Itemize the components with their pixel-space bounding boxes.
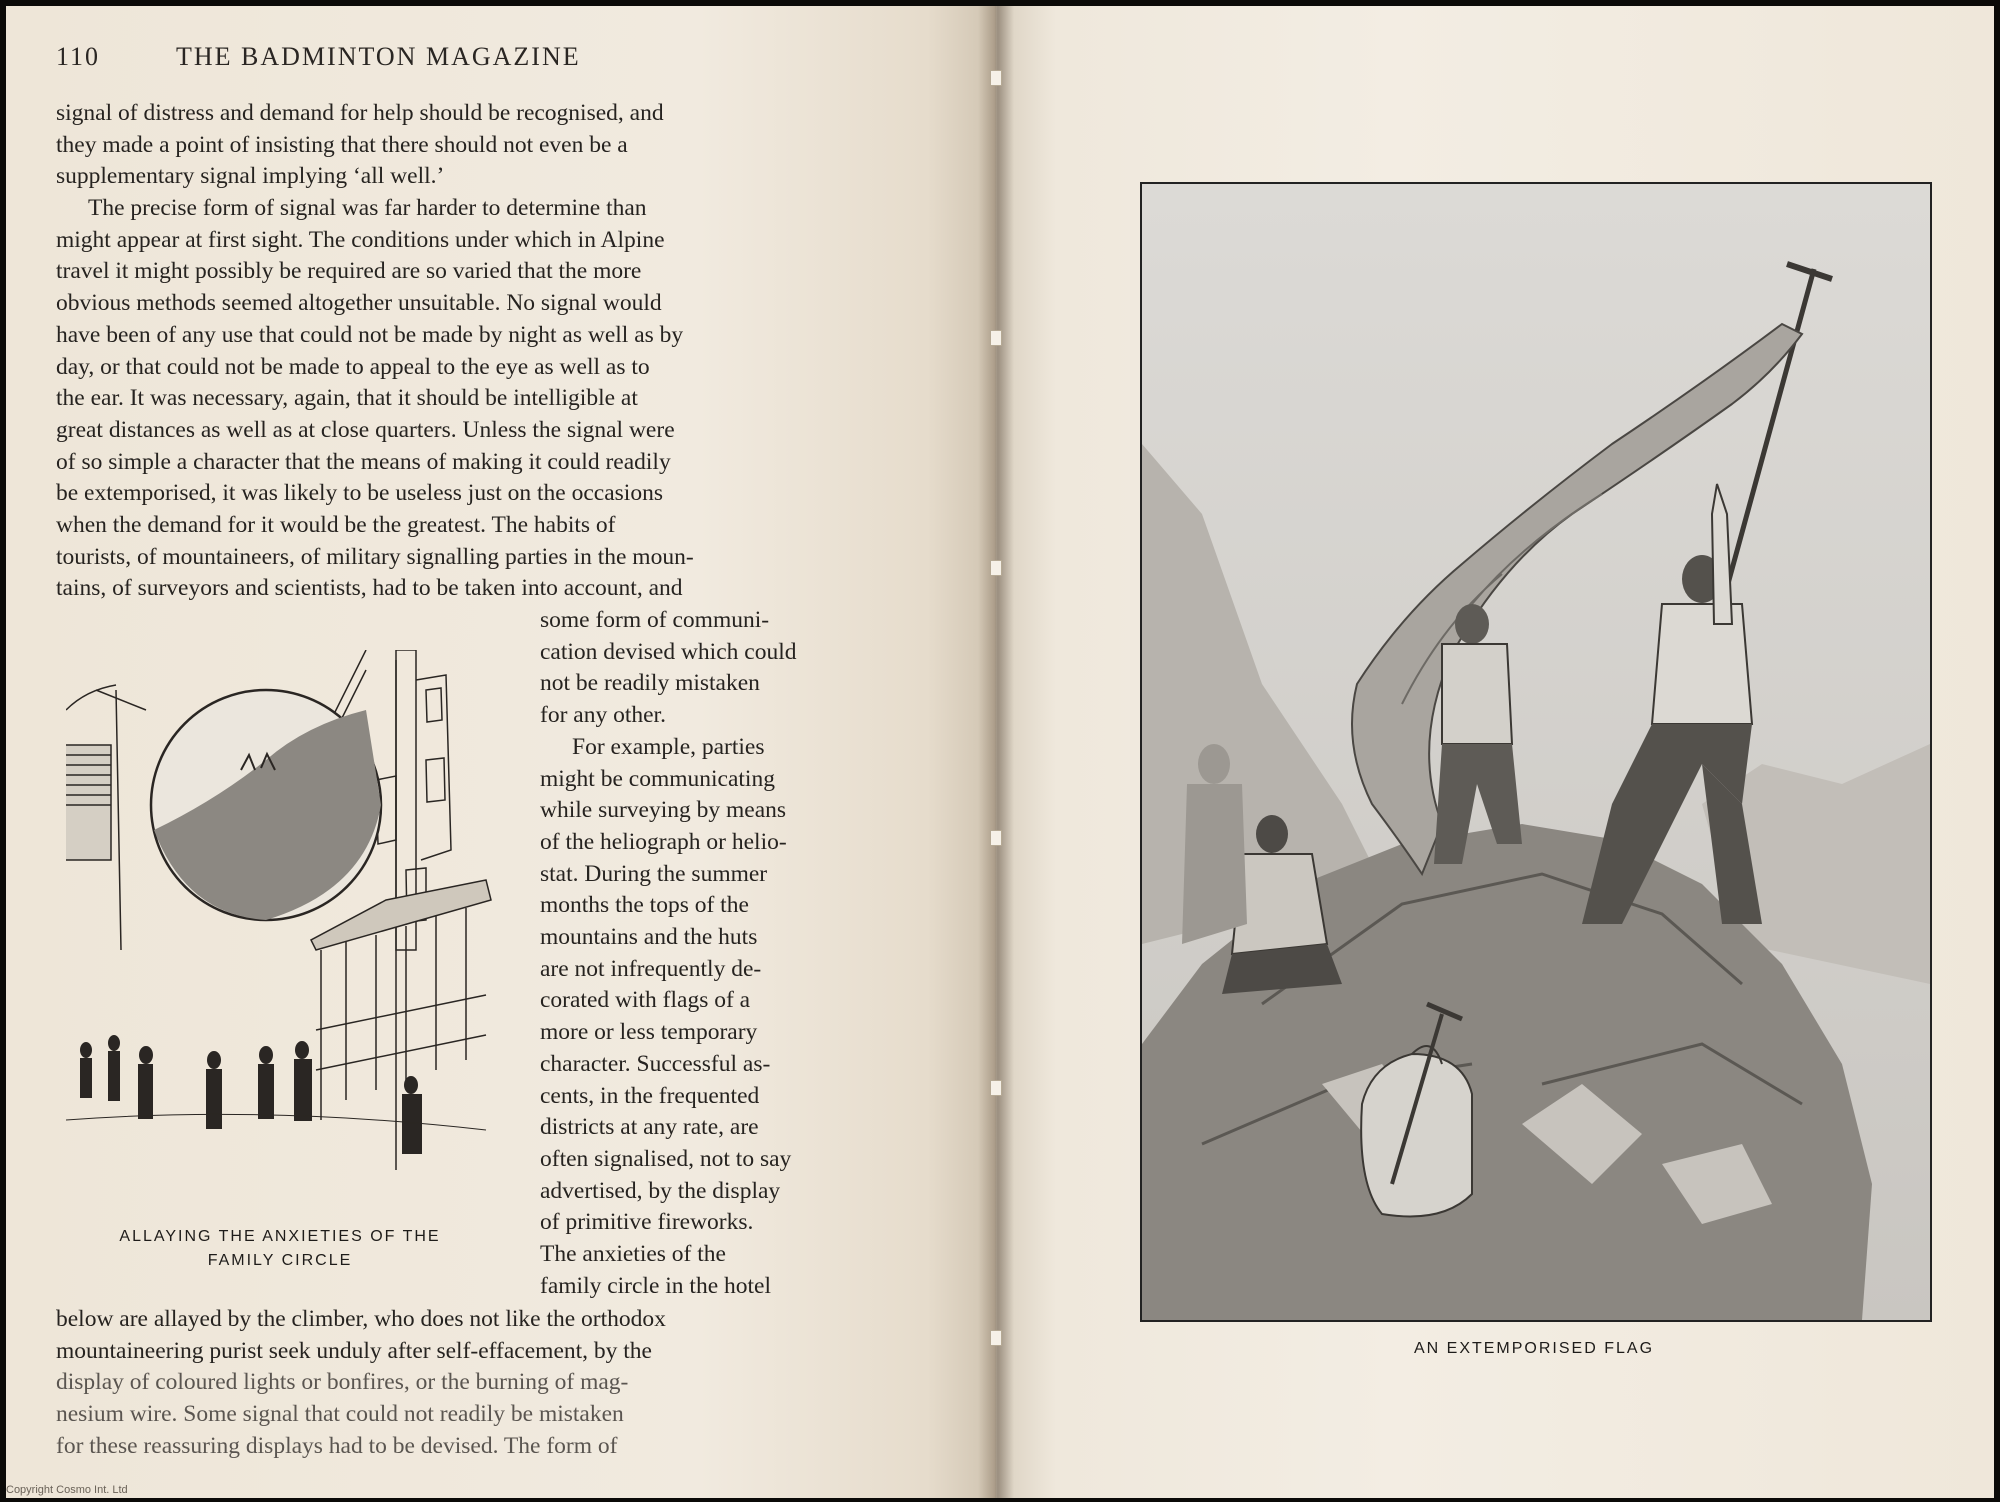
text-line: when the demand for it would be the greatest. The habits of — [56, 512, 616, 539]
text-line: might appear at first sight. The conditions under which in Alpine — [56, 226, 665, 253]
binding-stitch — [990, 1330, 1002, 1346]
text-line: mountaineering purist seek unduly after self-effacement, by the — [56, 1337, 652, 1364]
plate-caption: AN EXTEMPORISED FLAG — [1413, 1340, 1655, 1357]
text-line: stat. During the summer — [540, 860, 768, 887]
caption-line: FAMILY CIRCLE — [207, 1252, 353, 1269]
paragraph-precise-form — [56, 193, 851, 605]
text-line: districts at any rate, are — [540, 1114, 759, 1141]
text-line: great distances as well as at close quarters. Unless the signal were — [56, 416, 675, 443]
text-line: more or less temporary — [540, 1019, 758, 1046]
extemporised-flag-plate — [1140, 182, 1932, 1322]
page-number: 110 — [56, 42, 101, 71]
text-line: corated with flags of a — [540, 987, 751, 1014]
book-gutter — [978, 6, 1014, 1498]
binding-stitch — [990, 560, 1002, 576]
text-line: family circle in the hotel — [540, 1272, 771, 1299]
text-line: The precise form of signal was far harder to determine than — [88, 195, 647, 221]
text-line: be extemporised, it was likely to be useless just on the occasions — [56, 480, 663, 507]
text-line: display of coloured lights or bonfires, or the burning of mag- — [56, 1369, 629, 1396]
text-line: of the heliograph or helio- — [540, 828, 787, 855]
running-head — [56, 42, 856, 72]
binding-stitch — [990, 70, 1002, 86]
text-line: obvious methods seemed altogether unsuitable. No signal would — [56, 290, 662, 317]
copyright-notice: Copyright Cosmo Int. Ltd — [6, 1484, 128, 1496]
caption-line: ALLAYING THE ANXIETIES OF THE — [119, 1228, 441, 1245]
text-line: For example, parties — [572, 733, 765, 760]
binding-stitch — [990, 1080, 1002, 1096]
text-line: have been of any use that could not be made by night as well as by — [56, 321, 684, 348]
text-line: months the tops of the — [540, 892, 749, 919]
column-text — [540, 605, 851, 1302]
text-line: of primitive fireworks. — [540, 1209, 754, 1236]
paragraph-signal-of-distress — [56, 98, 851, 193]
text-line: for these reassuring displays had to be devised. The form of — [56, 1432, 618, 1459]
text-line: tains, of surveyors and scientists, had to be taken into account, and — [56, 575, 683, 602]
binding-stitch — [990, 330, 1002, 346]
text-line: advertised, by the display — [540, 1177, 781, 1204]
binding-stitch — [990, 830, 1002, 846]
text-line: character. Successful as- — [540, 1050, 771, 1077]
text-line: tourists, of mountaineers, of military signalling parties in the moun- — [56, 543, 694, 570]
text-line: The anxieties of the — [540, 1241, 726, 1268]
figure-caption-left — [70, 1225, 490, 1273]
text-line: not be readily mistaken — [540, 670, 760, 697]
text-line: often signalised, not to say — [540, 1145, 792, 1172]
paragraph-bottom — [56, 1304, 851, 1463]
text-line: are not infrequently de- — [540, 955, 762, 982]
text-line: some form of communi- — [540, 607, 770, 633]
text-line: the ear. It was necessary, again, that it should be intelligible at — [56, 385, 638, 412]
text-line: cents, in the frequented — [540, 1082, 760, 1109]
text-line: they made a point of insisting that there should not even be a — [56, 131, 628, 158]
text-line: supplementary signal implying ‘all well.’ — [56, 163, 445, 190]
text-line: below are allayed by the climber, who does not like the orthodox — [56, 1306, 666, 1332]
text-line: travel it might possibly be required are so varied that the more — [56, 258, 642, 285]
text-line: mountains and the huts — [540, 924, 758, 951]
text-line: signal of distress and demand for help should be recognised, and — [56, 100, 664, 126]
running-title: THE BADMINTON MAGAZINE — [176, 42, 581, 71]
text-line: cation devised which could — [540, 638, 797, 665]
text-line: nesium wire. Some signal that could not readily be mistaken — [56, 1401, 624, 1428]
text-line: while surveying by means — [540, 797, 787, 824]
text-line: day, or that could not be made to appeal to the eye as well as to — [56, 353, 650, 380]
text-line: of so simple a character that the means of making it could readily — [56, 448, 671, 475]
text-line: for any other. — [540, 702, 666, 729]
family-circle-illustration — [66, 650, 506, 1205]
text-line: might be communicating — [540, 765, 775, 792]
